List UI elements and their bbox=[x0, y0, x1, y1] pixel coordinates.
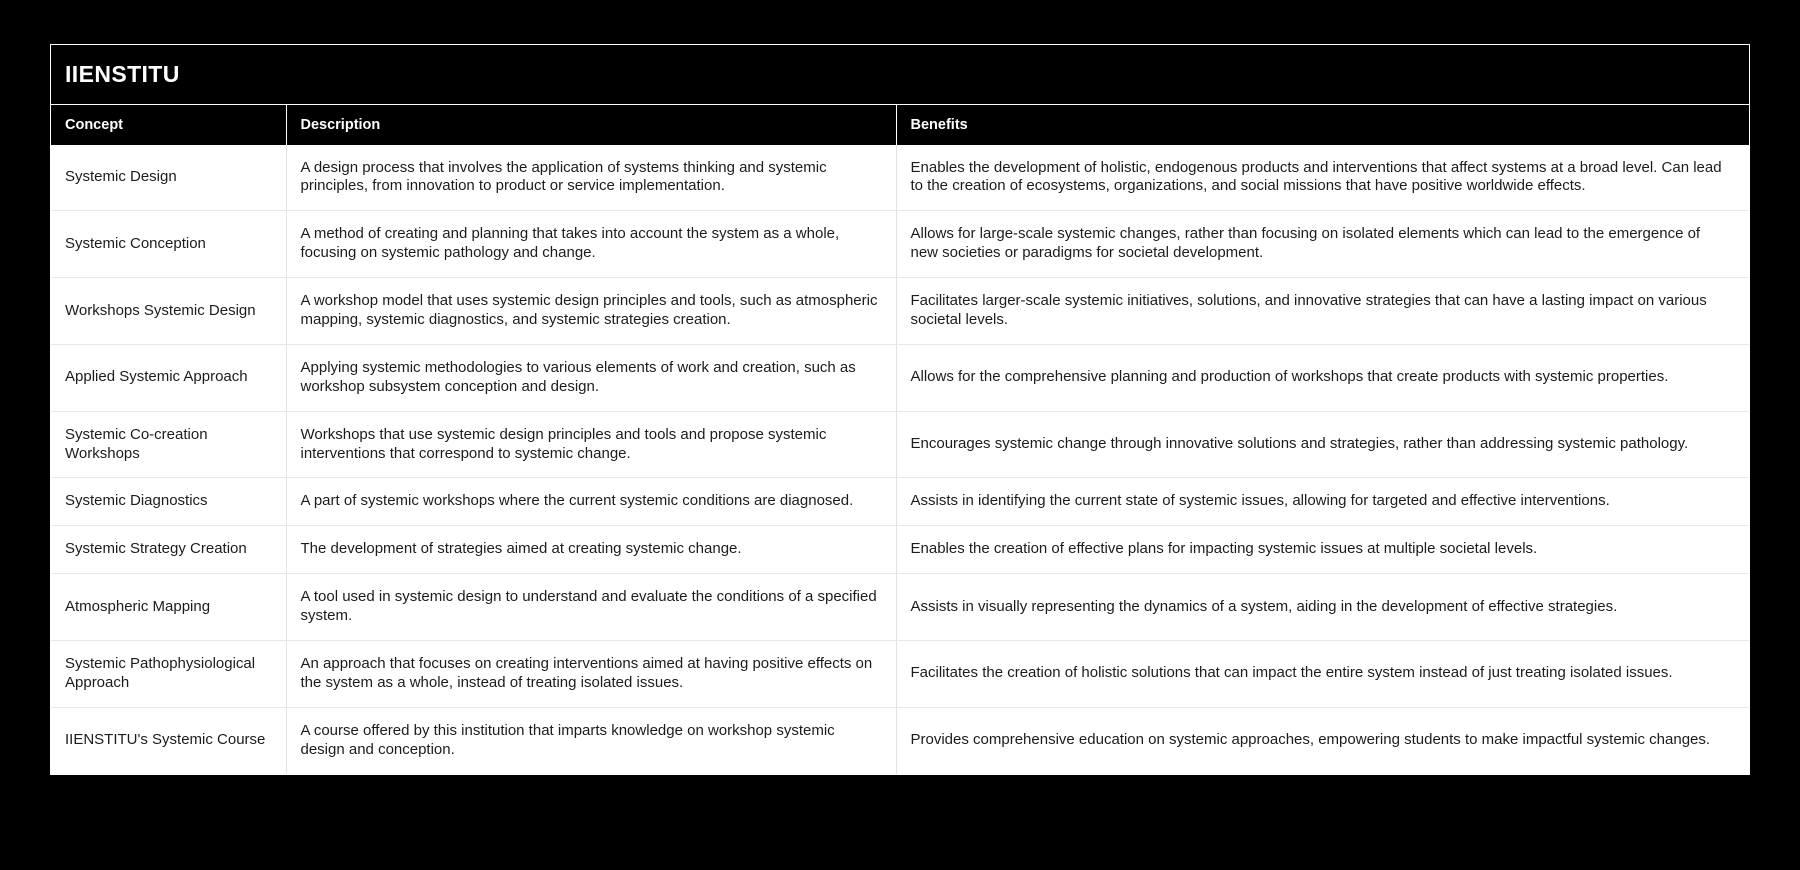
cell-concept: Systemic Strategy Creation bbox=[51, 526, 286, 574]
table-row bbox=[51, 640, 1749, 707]
cell-description: A workshop model that uses systemic design principles and tools, such as atmospheric mapping, systemic diagnostics, and systemic strategies creation. bbox=[286, 278, 896, 345]
cell-description: A tool used in systemic design to understand and evaluate the conditions of a specified system. bbox=[286, 574, 896, 641]
cell-benefits: Assists in identifying the current state of systemic issues, allowing for targeted and effective interventions. bbox=[896, 478, 1749, 526]
table-row bbox=[51, 478, 1749, 526]
cell-concept: Applied Systemic Approach bbox=[51, 344, 286, 411]
cell-benefits: Encourages systemic change through innovative solutions and strategies, rather than addressing systemic pathology. bbox=[896, 411, 1749, 478]
cell-concept: IIENSTITU's Systemic Course bbox=[51, 707, 286, 773]
cell-benefits: Facilitates larger-scale systemic initiatives, solutions, and innovative strategies that can have a lasting impact on various societal levels. bbox=[896, 278, 1749, 345]
brand-title-row bbox=[51, 45, 1749, 105]
column-header-concept[interactable]: Concept bbox=[51, 105, 286, 145]
cell-concept: Systemic Conception bbox=[51, 211, 286, 278]
cell-description: An approach that focuses on creating interventions aimed at having positive effects on the system as a whole, instead of treating isolated issues. bbox=[286, 640, 896, 707]
cell-description: A design process that involves the application of systems thinking and systemic principles, from innovation to product or service implementation. bbox=[286, 145, 896, 211]
column-header-description[interactable]: Description bbox=[286, 105, 896, 145]
cell-concept: Systemic Co-creation Workshops bbox=[51, 411, 286, 478]
cell-concept: Workshops Systemic Design bbox=[51, 278, 286, 345]
brand-title: IIENSTITU bbox=[51, 45, 1749, 105]
cell-concept: Systemic Design bbox=[51, 145, 286, 211]
table-row bbox=[51, 411, 1749, 478]
cell-description: Applying systemic methodologies to various elements of work and creation, such as workshop subsystem conception and design. bbox=[286, 344, 896, 411]
column-header-benefits[interactable]: Benefits bbox=[896, 105, 1749, 145]
table-row bbox=[51, 145, 1749, 211]
cell-concept: Atmospheric Mapping bbox=[51, 574, 286, 641]
table-row bbox=[51, 574, 1749, 641]
cell-benefits: Provides comprehensive education on systemic approaches, empowering students to make impactful systemic changes. bbox=[896, 707, 1749, 773]
column-header-row bbox=[51, 105, 1749, 145]
concepts-table-container bbox=[50, 44, 1750, 775]
cell-benefits: Enables the development of holistic, endogenous products and interventions that affect systems at a broad level. Can lead to the creation of ecosystems, organizations, and social missions that have positive worldwide effects. bbox=[896, 145, 1749, 211]
cell-description: A part of systemic workshops where the current systemic conditions are diagnosed. bbox=[286, 478, 896, 526]
table-row bbox=[51, 278, 1749, 345]
cell-benefits: Facilitates the creation of holistic solutions that can impact the entire system instead of just treating isolated issues. bbox=[896, 640, 1749, 707]
cell-benefits: Assists in visually representing the dynamics of a system, aiding in the development of effective strategies. bbox=[896, 574, 1749, 641]
cell-description: The development of strategies aimed at creating systemic change. bbox=[286, 526, 896, 574]
cell-concept: Systemic Diagnostics bbox=[51, 478, 286, 526]
table-head bbox=[51, 45, 1749, 145]
table-row bbox=[51, 707, 1749, 773]
concepts-table bbox=[51, 45, 1749, 774]
cell-benefits: Enables the creation of effective plans for impacting systemic issues at multiple societal levels. bbox=[896, 526, 1749, 574]
cell-benefits: Allows for large-scale systemic changes, rather than focusing on isolated elements which can lead to the emergence of new societies or paradigms for societal development. bbox=[896, 211, 1749, 278]
cell-description: A method of creating and planning that takes into account the system as a whole, focusing on systemic pathology and change. bbox=[286, 211, 896, 278]
table-row bbox=[51, 344, 1749, 411]
cell-description: A course offered by this institution that imparts knowledge on workshop systemic design and conception. bbox=[286, 707, 896, 773]
cell-concept: Systemic Pathophysiological Approach bbox=[51, 640, 286, 707]
cell-benefits: Allows for the comprehensive planning and production of workshops that create products with systemic properties. bbox=[896, 344, 1749, 411]
table-row bbox=[51, 211, 1749, 278]
table-row bbox=[51, 526, 1749, 574]
cell-description: Workshops that use systemic design principles and tools and propose systemic interventions that correspond to systemic change. bbox=[286, 411, 896, 478]
table-body bbox=[51, 145, 1749, 774]
